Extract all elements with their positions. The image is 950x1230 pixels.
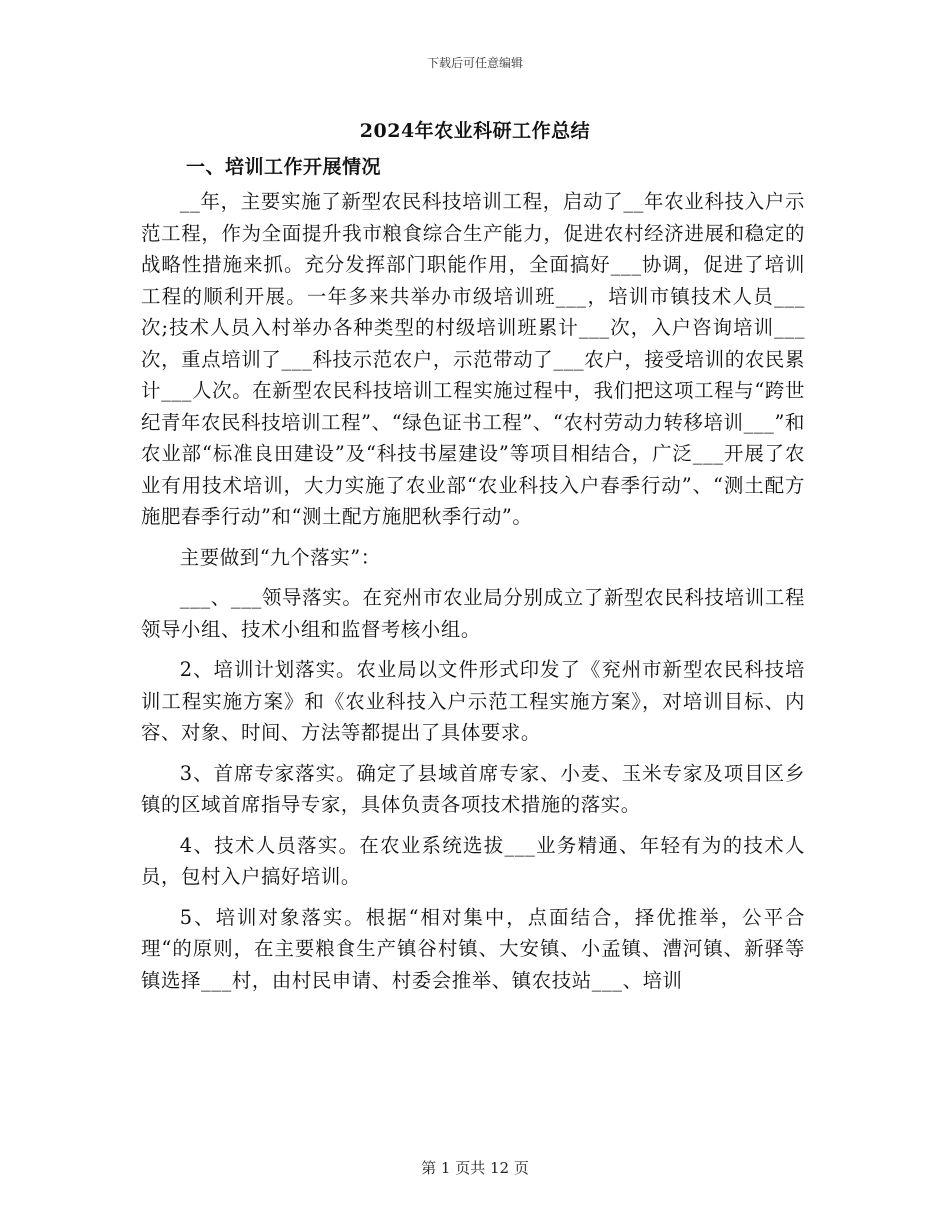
section-heading: 一、培训工作开展情况: [186, 156, 382, 178]
paragraph-overview: __年，主要实施了新型农民科技培训工程，启动了__年农业科技入户示范工程，作为全面提升我市粮食综合生产能力，促进农村经济进展和稳定的战略性措施来抓。充分发挥部门职能作用，全面搞好___协调，促进了培训工程的顺利开展。一年多来共举办市级培训班___，培训市镇技术人员___次;技术人员入村举办各种类型的村级培训班累计___次，入户咨询培训___次，重点培训了___科技示范农户，示范带动了___农户，接受培训的农民累计___人次。在新型农民科技培训工程实施过程中，我们把这项工程与“跨世纪青年农民科技培训工程”、“绿色证书工程”、“农村劳动力转移培训___”和农业部“标准良田建设”及“科技书屋建设”等项目相结合，广泛___开展了农业有用技术培训，大力实施了农业部“农业科技入户春季行动”、“测土配方施肥春季行动”和“测土配方施肥秋季行动”。: [141, 190, 805, 528]
paragraph-item-5: 5、培训对象落实。根据“相对集中，点面结合，择优推举，公平合理“的原则，在主要粮食生产镇谷村镇、大安镇、小孟镇、漕河镇、新驿等镇选择___村，由村民申请、村委会推举、镇农技站___、培训: [141, 905, 805, 992]
page-number-footer: 第 1 页共 12 页: [421, 1159, 529, 1177]
page-header-note: 下载后可任意编辑: [426, 56, 523, 70]
paragraph-item-1: ___、___领导落实。在兖州市农业局分别成立了新型农民科技培训工程领导小组、技术小组和监督考核小组。: [141, 586, 805, 641]
paragraph-item-2: 2、培训计划落实。农业局以文件形式印发了《兖州市新型农民科技培训工程实施方案》和《农业科技入户示范工程实施方案》，对培训目标、内容、对象、时间、方法等都提出了具体要求。: [141, 658, 805, 744]
paragraph-item-3: 3、首席专家落实。确定了县域首席专家、小麦、玉米专家及项目区乡镇的区域首席指导专家，具体负责各项技术措施的落实。: [141, 761, 805, 816]
paragraph-nine-implementations-intro: 主要做到“九个落实”：: [179, 545, 381, 569]
document-body: [141, 186, 805, 1005]
document-title: 2024年农业科研工作总结: [359, 120, 591, 142]
paragraph-item-4: 4、技术人员落实。在农业系统选拔___业务精通、年轻有为的技术人员，包村入户搞好培训。: [141, 833, 805, 888]
